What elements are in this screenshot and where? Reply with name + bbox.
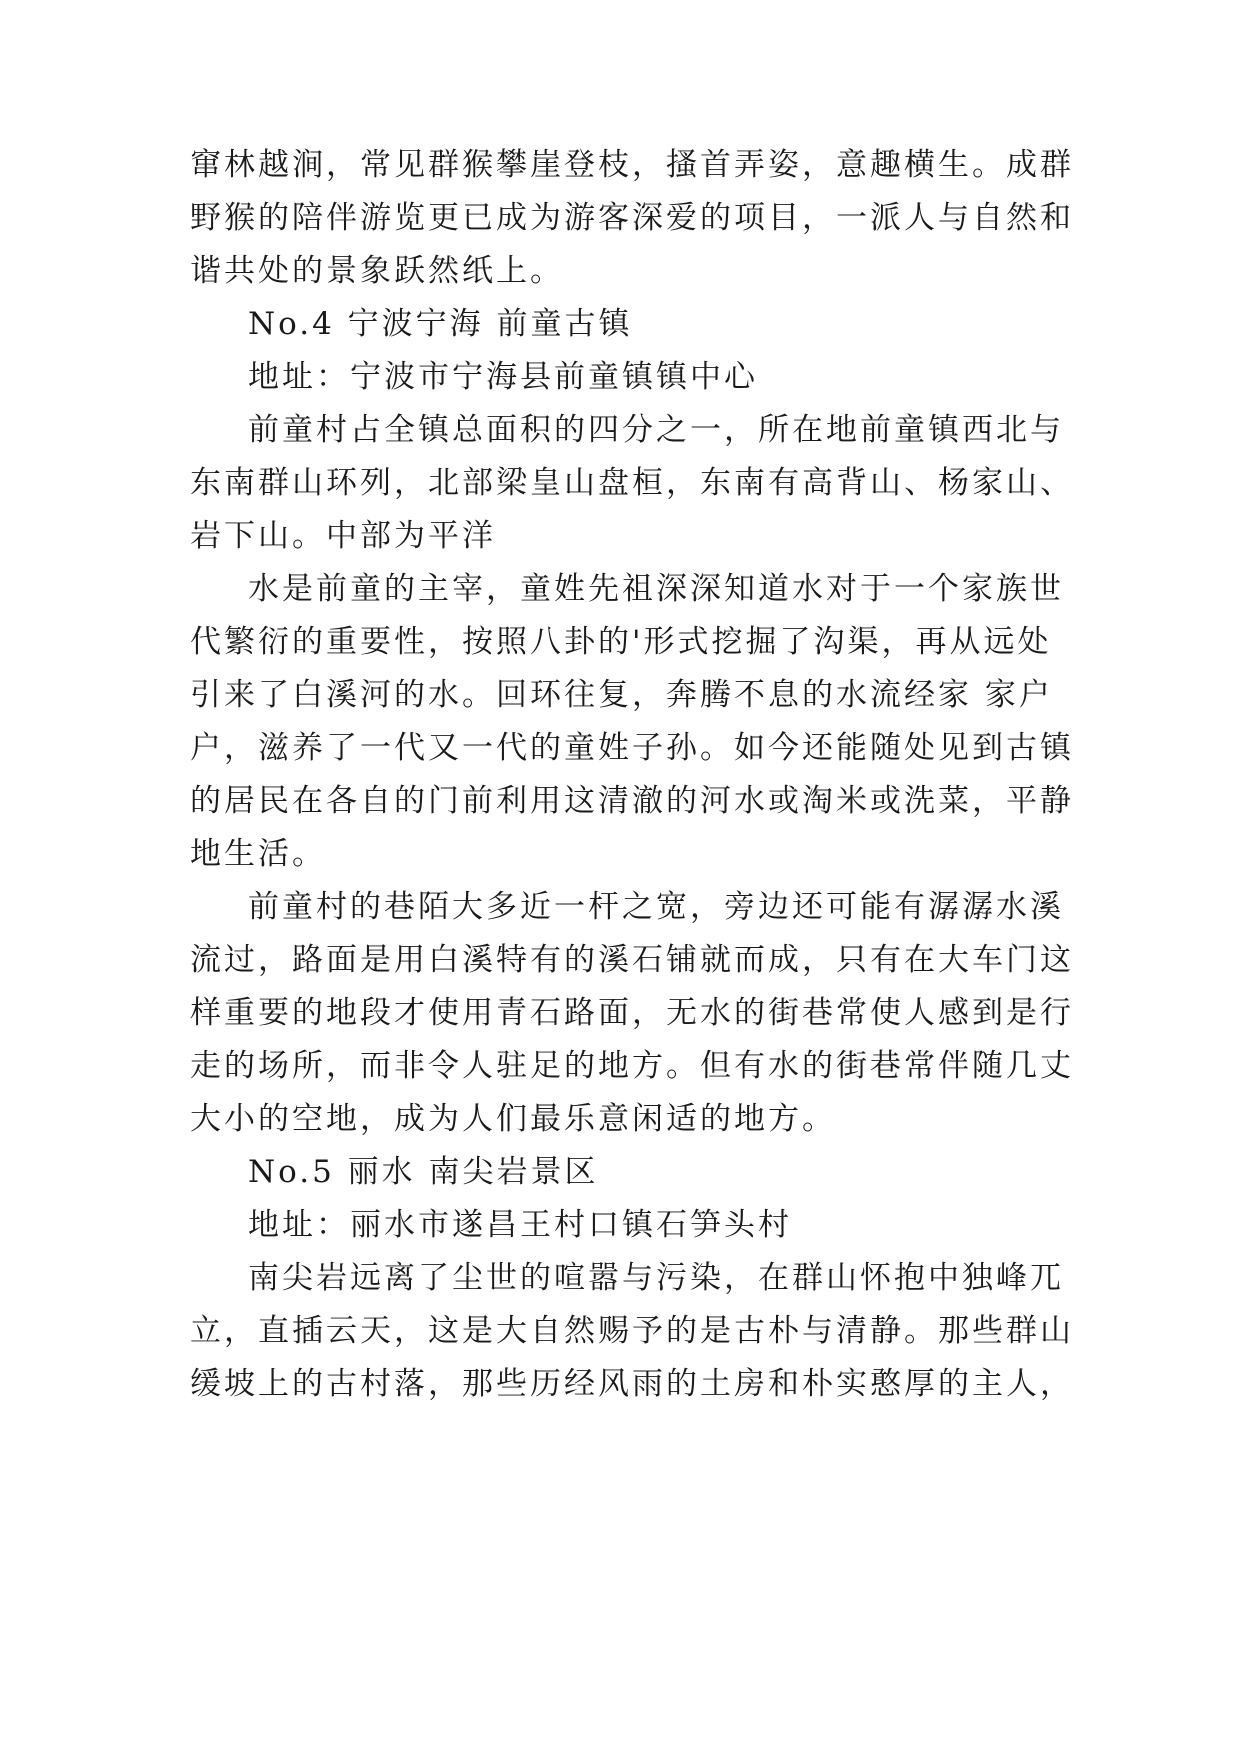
paragraph-line: 缓坡上的古村落，那些历经风雨的土房和朴实憨厚的主人，	[190, 1366, 1074, 1402]
paragraph-line: 立，直插云天，这是大自然赐予的是古朴与清静。那些群山	[190, 1313, 1074, 1349]
paragraph-line: 岩下山。中部为平洋	[190, 518, 496, 554]
paragraph-line: 谐共处的景象跃然纸上。	[190, 253, 564, 289]
paragraph-line: 流过，路面是用白溪特有的溪石铺就而成，只有在大车门这	[190, 942, 1074, 978]
paragraph-first-line: 南尖岩远离了尘世的喧嚣与污染，在群山怀抱中独峰兀	[248, 1260, 1064, 1296]
paragraph-first-line: 地址：宁波市宁海县前童镇镇中心	[248, 359, 758, 395]
paragraph-line: 的居民在各自的门前利用这清澈的河水或淘米或洗菜，平静	[190, 783, 1074, 819]
paragraph-line: 样重要的地段才使用青石路面，无水的街巷常使人感到是行	[190, 995, 1074, 1031]
paragraph-line: 地生活。	[190, 836, 326, 872]
paragraph-first-line: 地址：丽水市遂昌王村口镇石笋头村	[248, 1207, 792, 1243]
paragraph-line: 户，滋养了一代又一代的童姓子孙。如今还能随处见到古镇	[190, 730, 1074, 766]
paragraph-line: 代繁衍的重要性，按照八卦的'形式挖掘了沟渠，再从远处	[190, 624, 1052, 660]
paragraph-line: 大小的空地，成为人们最乐意闲适的地方。	[190, 1101, 836, 1137]
paragraph-first-line: No.5 丽水 南尖岩景区	[248, 1154, 599, 1190]
paragraph-line: 引来了白溪河的水。回环往复，奔腾不息的水流经家 家户	[190, 677, 1053, 713]
paragraph-first-line: No.4 宁波宁海 前童古镇	[248, 306, 633, 342]
paragraph-line: 东南群山环列，北部梁皇山盘桓，东南有高背山、杨家山、	[190, 465, 1074, 501]
paragraph-first-line: 前童村占全镇总面积的四分之一，所在地前童镇西北与	[248, 412, 1064, 448]
paragraph-first-line: 前童村的巷陌大多近一杆之宽，旁边还可能有潺潺水溪	[248, 889, 1064, 925]
paragraph-line: 走的场所，而非令人驻足的地方。但有水的街巷常伴随几丈	[190, 1048, 1074, 1084]
paragraph-first-line: 水是前童的主宰，童姓先祖深深知道水对于一个家族世	[248, 571, 1064, 607]
paragraph-line: 窜林越涧，常见群猴攀崖登枝，搔首弄姿，意趣横生。成群	[190, 147, 1074, 183]
paragraph-line: 野猴的陪伴游览更已成为游客深爱的项目，一派人与自然和	[190, 200, 1074, 236]
